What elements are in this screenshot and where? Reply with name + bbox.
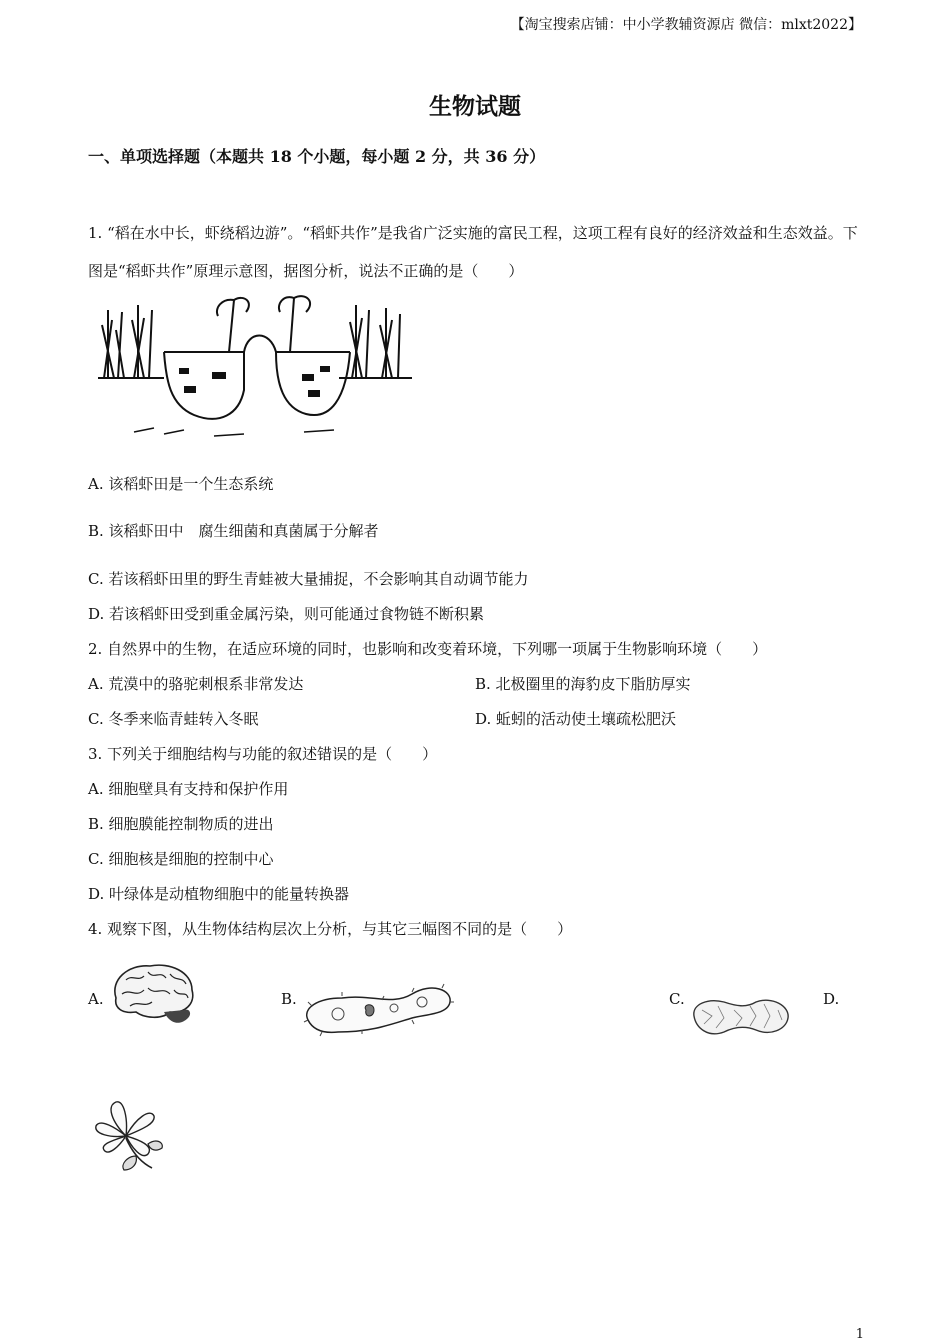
header-note: 【淘宝搜索店铺：中小学教辅资源店 微信：mlxt2022】 xyxy=(510,17,862,33)
page-number: 1 xyxy=(855,1327,864,1342)
question-4-label-b: B. xyxy=(281,990,297,1008)
question-4-label-d: D. xyxy=(823,990,840,1008)
lily-flower-icon xyxy=(92,1098,166,1174)
question-4-label-a: A. xyxy=(88,990,104,1008)
rice-shrimp-field-diagram-icon xyxy=(94,290,418,438)
page-title: 生物试题 xyxy=(429,93,521,120)
question-2-option-d: D. 蚯蚓的活动使土壤疏松肥沃 xyxy=(475,710,677,728)
paramecium-icon xyxy=(302,980,454,1038)
question-1-stem: 1. “稻在水中长，虾绕稻边游”。“稻虾共作”是我省广泛实施的富民工程，这项工程有良好的经济效益和生态效益。下图是“稻虾共作”原理示意图，据图分析，说法不正确的是（ ） xyxy=(88,224,858,280)
question-3-option-d: D. 叶绿体是动植物细胞中的能量转换器 xyxy=(88,885,350,903)
section-heading: 一、单项选择题（本题共 18 个小题，每小题 2 分，共 36 分） xyxy=(88,147,546,166)
question-4-stem: 4. 观察下图，从生物体结构层次上分析，与其它三幅图不同的是（ ） xyxy=(88,920,573,938)
question-3-stem: 3. 下列关于细胞结构与功能的叙述错误的是（ ） xyxy=(88,745,438,763)
question-2-option-c: C. 冬季来临青蛙转入冬眠 xyxy=(88,710,259,728)
question-2-option-b: B. 北极圈里的海豹皮下脂肪厚实 xyxy=(475,675,691,693)
brain-icon xyxy=(108,960,198,1032)
question-1-option-d: D. 若该稻虾田受到重金属污染，则可能通过食物链不断积累 xyxy=(88,605,485,623)
question-1-option-a: A. 该稻虾田是一个生态系统 xyxy=(88,475,274,493)
question-3-option-c: C. 细胞核是细胞的控制中心 xyxy=(88,850,274,868)
question-2-stem: 2. 自然界中的生物，在适应环境的同时，也影响和改变着环境，下列哪一项属于生物影响环境（ ） xyxy=(88,640,768,658)
question-1-option-b: B. 该稻虾田中 腐生细菌和真菌属于分解者 xyxy=(88,522,379,540)
question-4-label-c: C. xyxy=(669,990,685,1008)
question-1-option-c: C. 若该稻虾田里的野生青蛙被大量捕捉，不会影响其自动调节能力 xyxy=(88,570,529,588)
question-3-option-a: A. 细胞壁具有支持和保护作用 xyxy=(88,780,289,798)
question-2-option-a: A. 荒漠中的骆驼刺根系非常发达 xyxy=(88,675,304,693)
peanut-icon xyxy=(690,996,792,1038)
question-3-option-b: B. 细胞膜能控制物质的进出 xyxy=(88,815,274,833)
